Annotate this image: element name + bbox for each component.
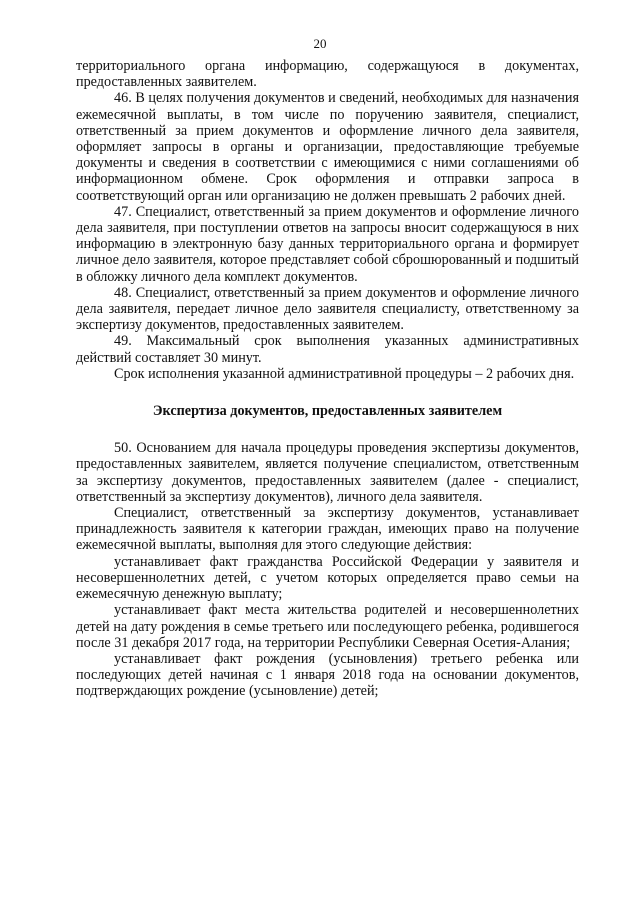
paragraph: территориального органа информацию, содержащуюся в документах, предоставленных заявителем.	[76, 58, 579, 91]
paragraph: 49. Максимальный срок выполнения указанных административных действий составляет 30 минут.	[76, 333, 579, 366]
paragraph: Специалист, ответственный за экспертизу документов, устанавливает принадлежность заявителя к категории граждан, имеющих право на получение ежемесячной выплаты, выполняя для этого следующие действия:	[76, 505, 579, 554]
paragraph: устанавливает факт рождения (усыновления) третьего ребенка или последующих детей начиная с 1 января 2018 года на основании документов, подтверждающих рождение (усыновление) детей;	[76, 650, 579, 700]
section-heading: Экспертиза документов, предоставленных заявителем	[152, 403, 503, 420]
paragraph: устанавливает факт гражданства Российской Федерации у заявителя и несовершеннолетних детей, с учетом которых определяется право семьи на ежемесячную денежную выплату;	[76, 553, 579, 603]
paragraph: 46. В целях получения документов и сведений, необходимых для назначения ежемесячной выплаты, в том числе по поручению заявителя, специалист, ответственный за прием документов и оформление личного дела заявителя, оформляет запросы в органы и организации, предоставляющие требуемые документы и сведения в соответствии с имеющимися с ними соглашениями об информационном обмене. Срок оформления и отправки запроса в соответствующий орган или организацию не должен превышать 2 рабочих дней.	[76, 90, 579, 204]
paragraph: Срок исполнения указанной административной процедуры – 2 рабочих дня.	[114, 365, 575, 382]
page-number: 20	[313, 36, 327, 51]
paragraph: устанавливает факт места жительства родителей и несовершеннолетних детей на дату рождения в семье третьего или последующего ребенка, родившегося после 31 декабря 2017 года, на территории Республики Северная Осетия-Алания;	[76, 602, 579, 651]
paragraph: 50. Основанием для начала процедуры проведения экспертизы документов, предоставленных заявителем, является получение специалистом, ответственным за экспертизу документов, предоставленных заявителем (далее - специалист, ответственный за экспертизу документов), личного дела заявителя.	[76, 440, 579, 505]
paragraph: 47. Специалист, ответственный за прием документов и оформление личного дела заявителя, при поступлении ответов на запросы вносит содержащуюся в них информацию в электронную базу данных территориального органа и формирует личное дело заявителя, которое представляет собой сброшюрованный и подшитый в обложку личного дела комплект документов.	[76, 203, 579, 285]
paragraphs-after-section	[76, 440, 579, 699]
document-body	[76, 58, 579, 700]
paragraph: 48. Специалист, ответственный за прием документов и оформление личного дела заявителя, передает личное дело заявителя специалисту, ответственному за экспертизу документов, предоставленных заявителем.	[76, 284, 579, 334]
paragraphs-before-section	[76, 58, 579, 382]
